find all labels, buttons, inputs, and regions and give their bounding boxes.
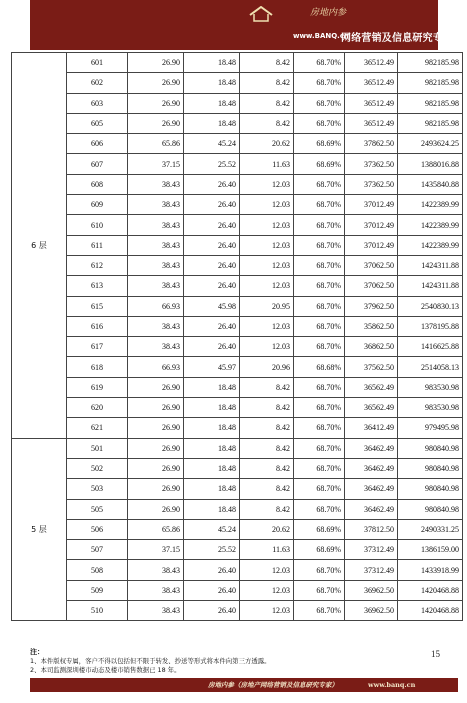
value-cell: 36462.49 — [345, 458, 398, 478]
value-cell: 68.70% — [294, 499, 345, 519]
value-cell: 1416625.88 — [398, 337, 463, 357]
value-cell: 12.03 — [240, 337, 294, 357]
floor-label: 6 层 — [12, 53, 67, 439]
value-cell: 26.90 — [128, 53, 184, 73]
value-cell: 38.43 — [128, 215, 184, 235]
footer-text: 房地内参（房地产网络营销及信息研究专家） — [208, 681, 338, 689]
value-cell: 26.90 — [128, 479, 184, 499]
value-cell: 68.69% — [294, 540, 345, 560]
value-cell: 65.86 — [128, 134, 184, 154]
value-cell: 982185.98 — [398, 113, 463, 133]
value-cell: 8.42 — [240, 73, 294, 93]
value-cell: 35862.50 — [345, 316, 398, 336]
value-cell: 37562.50 — [345, 357, 398, 377]
value-cell: 982185.98 — [398, 73, 463, 93]
value-cell: 12.03 — [240, 255, 294, 275]
notes-line-2: 2、本司监测深圳楼市动态及楼市销售数据已 18 年。 — [30, 666, 181, 674]
house-logo-icon — [248, 6, 274, 22]
value-cell: 18.48 — [184, 398, 240, 418]
value-cell: 45.24 — [184, 519, 240, 539]
value-cell: 980840.98 — [398, 438, 463, 458]
value-cell: 2493624.25 — [398, 134, 463, 154]
value-cell: 68.70% — [294, 438, 345, 458]
value-cell: 1424311.88 — [398, 276, 463, 296]
value-cell: 1435840.88 — [398, 174, 463, 194]
value-cell: 26.40 — [184, 580, 240, 600]
value-cell: 37362.50 — [345, 174, 398, 194]
value-cell: 1422389.99 — [398, 215, 463, 235]
value-cell: 8.42 — [240, 458, 294, 478]
value-cell: 66.93 — [128, 357, 184, 377]
value-cell: 8.42 — [240, 479, 294, 499]
value-cell: 36512.49 — [345, 53, 398, 73]
value-cell: 38.43 — [128, 337, 184, 357]
value-cell: 68.70% — [294, 601, 345, 621]
value-cell: 36512.49 — [345, 93, 398, 113]
value-cell: 36462.49 — [345, 438, 398, 458]
value-cell: 8.42 — [240, 53, 294, 73]
value-cell: 37012.49 — [345, 195, 398, 215]
value-cell: 68.70% — [294, 377, 345, 397]
footer-url: www.banq.cn — [368, 681, 416, 689]
value-cell: 12.03 — [240, 235, 294, 255]
value-cell: 68.70% — [294, 337, 345, 357]
value-cell: 68.70% — [294, 73, 345, 93]
value-cell: 68.70% — [294, 560, 345, 580]
room-number-cell: 619 — [67, 377, 128, 397]
value-cell: 20.62 — [240, 134, 294, 154]
value-cell: 983530.98 — [398, 398, 463, 418]
value-cell: 38.43 — [128, 174, 184, 194]
value-cell: 26.40 — [184, 601, 240, 621]
value-cell: 38.43 — [128, 276, 184, 296]
value-cell: 982185.98 — [398, 93, 463, 113]
value-cell: 1424311.88 — [398, 255, 463, 275]
room-number-cell: 510 — [67, 601, 128, 621]
value-cell: 68.70% — [294, 418, 345, 438]
value-cell: 36512.49 — [345, 113, 398, 133]
value-cell: 36562.49 — [345, 377, 398, 397]
room-number-cell: 615 — [67, 296, 128, 316]
value-cell: 26.90 — [128, 499, 184, 519]
room-number-cell: 507 — [67, 540, 128, 560]
value-cell: 36462.49 — [345, 499, 398, 519]
room-number-cell: 621 — [67, 418, 128, 438]
value-cell: 26.40 — [184, 235, 240, 255]
value-cell: 37012.49 — [345, 215, 398, 235]
value-cell: 37.15 — [128, 154, 184, 174]
value-cell: 18.48 — [184, 93, 240, 113]
value-cell: 980840.98 — [398, 479, 463, 499]
value-cell: 11.63 — [240, 154, 294, 174]
value-cell: 26.40 — [184, 316, 240, 336]
table-row — [12, 337, 463, 357]
value-cell: 37012.49 — [345, 235, 398, 255]
footer-banner — [30, 678, 458, 692]
value-cell: 18.48 — [184, 499, 240, 519]
value-cell: 68.70% — [294, 479, 345, 499]
value-cell: 25.52 — [184, 540, 240, 560]
header-title: 网络营销及信息研究专家 — [341, 33, 454, 44]
room-number-cell: 602 — [67, 73, 128, 93]
value-cell: 18.48 — [184, 438, 240, 458]
value-cell: 980840.98 — [398, 458, 463, 478]
value-cell: 66.93 — [128, 296, 184, 316]
value-cell: 37812.50 — [345, 519, 398, 539]
value-cell: 37.15 — [128, 540, 184, 560]
table-row — [12, 174, 463, 194]
value-cell: 37312.49 — [345, 540, 398, 560]
value-cell: 26.90 — [128, 458, 184, 478]
value-cell: 38.43 — [128, 580, 184, 600]
value-cell: 68.70% — [294, 255, 345, 275]
table-row — [12, 235, 463, 255]
value-cell: 36412.49 — [345, 418, 398, 438]
value-cell: 45.24 — [184, 134, 240, 154]
value-cell: 12.03 — [240, 195, 294, 215]
table-row — [12, 580, 463, 600]
value-cell: 26.40 — [184, 195, 240, 215]
room-number-cell: 505 — [67, 499, 128, 519]
floor-label: 5 层 — [12, 438, 67, 621]
value-cell: 26.90 — [128, 73, 184, 93]
value-cell: 980840.98 — [398, 499, 463, 519]
room-number-cell: 502 — [67, 458, 128, 478]
room-number-cell: 603 — [67, 93, 128, 113]
room-number-cell: 611 — [67, 235, 128, 255]
value-cell: 68.70% — [294, 93, 345, 113]
value-cell: 12.03 — [240, 276, 294, 296]
room-number-cell: 503 — [67, 479, 128, 499]
table-row — [12, 73, 463, 93]
value-cell: 68.70% — [294, 235, 345, 255]
value-cell: 1378195.88 — [398, 316, 463, 336]
table-row — [12, 215, 463, 235]
value-cell: 26.90 — [128, 93, 184, 113]
value-cell: 26.40 — [184, 255, 240, 275]
table-row — [12, 195, 463, 215]
table-row — [12, 357, 463, 377]
value-cell: 18.48 — [184, 113, 240, 133]
value-cell: 979495.98 — [398, 418, 463, 438]
value-cell: 38.43 — [128, 560, 184, 580]
value-cell: 26.40 — [184, 337, 240, 357]
value-cell: 18.48 — [184, 479, 240, 499]
value-cell: 68.70% — [294, 316, 345, 336]
notes-title: 注： — [30, 648, 44, 656]
page-number: 15 — [431, 649, 440, 659]
value-cell: 26.90 — [128, 438, 184, 458]
value-cell: 36512.49 — [345, 73, 398, 93]
value-cell: 38.43 — [128, 255, 184, 275]
table-row — [12, 377, 463, 397]
room-number-cell: 506 — [67, 519, 128, 539]
value-cell: 68.70% — [294, 580, 345, 600]
value-cell: 26.40 — [184, 276, 240, 296]
table-row — [12, 438, 463, 458]
value-cell: 68.70% — [294, 113, 345, 133]
value-cell: 2540830.13 — [398, 296, 463, 316]
table-row — [12, 93, 463, 113]
room-number-cell: 609 — [67, 195, 128, 215]
value-cell: 8.42 — [240, 398, 294, 418]
room-number-cell: 616 — [67, 316, 128, 336]
notes-line-1: 1、本件版权专属，客户不得以包括但不限于转发、抄送等形式将本件向第三方透露。 — [30, 657, 271, 665]
value-cell: 65.86 — [128, 519, 184, 539]
value-cell: 68.69% — [294, 519, 345, 539]
value-cell: 12.03 — [240, 580, 294, 600]
value-cell: 8.42 — [240, 418, 294, 438]
value-cell: 37062.50 — [345, 276, 398, 296]
table-row — [12, 255, 463, 275]
value-cell: 68.70% — [294, 174, 345, 194]
table-row — [12, 519, 463, 539]
value-cell: 26.40 — [184, 215, 240, 235]
value-cell: 68.70% — [294, 458, 345, 478]
value-cell: 38.43 — [128, 235, 184, 255]
value-cell: 1420468.88 — [398, 601, 463, 621]
value-cell: 18.48 — [184, 458, 240, 478]
room-number-cell: 613 — [67, 276, 128, 296]
value-cell: 20.62 — [240, 519, 294, 539]
value-cell: 1433918.99 — [398, 560, 463, 580]
value-cell: 8.42 — [240, 377, 294, 397]
table-row — [12, 499, 463, 519]
value-cell: 12.03 — [240, 316, 294, 336]
table-row — [12, 276, 463, 296]
room-number-cell: 601 — [67, 53, 128, 73]
value-cell: 68.70% — [294, 215, 345, 235]
room-number-cell: 509 — [67, 580, 128, 600]
value-cell: 26.40 — [184, 560, 240, 580]
value-cell: 2514058.13 — [398, 357, 463, 377]
value-cell: 18.48 — [184, 418, 240, 438]
brand-name: 房地内参 — [310, 8, 347, 18]
value-cell: 45.98 — [184, 296, 240, 316]
room-number-cell: 501 — [67, 438, 128, 458]
value-cell: 38.43 — [128, 195, 184, 215]
table-row — [12, 601, 463, 621]
table-row — [12, 458, 463, 478]
value-cell: 12.03 — [240, 215, 294, 235]
room-number-cell: 608 — [67, 174, 128, 194]
value-cell: 68.68% — [294, 357, 345, 377]
value-cell: 11.63 — [240, 540, 294, 560]
value-cell: 36862.50 — [345, 337, 398, 357]
table-row — [12, 53, 463, 73]
value-cell: 37962.50 — [345, 296, 398, 316]
value-cell: 68.70% — [294, 195, 345, 215]
value-cell: 20.95 — [240, 296, 294, 316]
room-number-cell: 610 — [67, 215, 128, 235]
value-cell: 26.90 — [128, 113, 184, 133]
table-row — [12, 479, 463, 499]
room-number-cell: 607 — [67, 154, 128, 174]
value-cell: 36962.50 — [345, 601, 398, 621]
value-cell: 12.03 — [240, 560, 294, 580]
room-number-cell: 620 — [67, 398, 128, 418]
value-cell: 18.48 — [184, 377, 240, 397]
value-cell: 12.03 — [240, 174, 294, 194]
value-cell: 25.52 — [184, 154, 240, 174]
table-row — [12, 296, 463, 316]
value-cell: 1386159.00 — [398, 540, 463, 560]
room-number-cell: 508 — [67, 560, 128, 580]
site-url: www.BANQ.cn — [293, 32, 349, 40]
value-cell: 68.69% — [294, 154, 345, 174]
unit-price-table — [11, 52, 463, 621]
room-number-cell: 606 — [67, 134, 128, 154]
value-cell: 68.70% — [294, 296, 345, 316]
value-cell: 8.42 — [240, 438, 294, 458]
table-row — [12, 316, 463, 336]
value-cell: 38.43 — [128, 316, 184, 336]
value-cell: 982185.98 — [398, 53, 463, 73]
value-cell: 37312.49 — [345, 560, 398, 580]
room-number-cell: 618 — [67, 357, 128, 377]
room-number-cell: 605 — [67, 113, 128, 133]
value-cell: 68.69% — [294, 134, 345, 154]
value-cell: 26.90 — [128, 398, 184, 418]
table-row — [12, 418, 463, 438]
value-cell: 26.40 — [184, 174, 240, 194]
value-cell: 68.70% — [294, 398, 345, 418]
value-cell: 983530.98 — [398, 377, 463, 397]
value-cell: 2490331.25 — [398, 519, 463, 539]
value-cell: 38.43 — [128, 601, 184, 621]
value-cell: 68.70% — [294, 53, 345, 73]
value-cell: 18.48 — [184, 53, 240, 73]
table-row — [12, 113, 463, 133]
header-banner — [30, 0, 454, 50]
notes-block — [30, 648, 410, 675]
value-cell: 18.48 — [184, 73, 240, 93]
value-cell: 26.90 — [128, 377, 184, 397]
value-cell: 1388016.88 — [398, 154, 463, 174]
value-cell: 36462.49 — [345, 479, 398, 499]
room-number-cell: 612 — [67, 255, 128, 275]
value-cell: 20.96 — [240, 357, 294, 377]
value-cell: 45.97 — [184, 357, 240, 377]
table-row — [12, 540, 463, 560]
table-row — [12, 560, 463, 580]
value-cell: 37862.50 — [345, 134, 398, 154]
value-cell: 26.90 — [128, 418, 184, 438]
value-cell: 8.42 — [240, 93, 294, 113]
value-cell: 37062.50 — [345, 255, 398, 275]
room-number-cell: 617 — [67, 337, 128, 357]
table-row — [12, 134, 463, 154]
value-cell: 1422389.99 — [398, 195, 463, 215]
value-cell: 68.70% — [294, 276, 345, 296]
value-cell: 36962.50 — [345, 580, 398, 600]
value-cell: 1420468.88 — [398, 580, 463, 600]
value-cell: 12.03 — [240, 601, 294, 621]
table-row — [12, 154, 463, 174]
value-cell: 36562.49 — [345, 398, 398, 418]
value-cell: 8.42 — [240, 499, 294, 519]
value-cell: 1422389.99 — [398, 235, 463, 255]
value-cell: 8.42 — [240, 113, 294, 133]
value-cell: 37362.50 — [345, 154, 398, 174]
table-row — [12, 398, 463, 418]
